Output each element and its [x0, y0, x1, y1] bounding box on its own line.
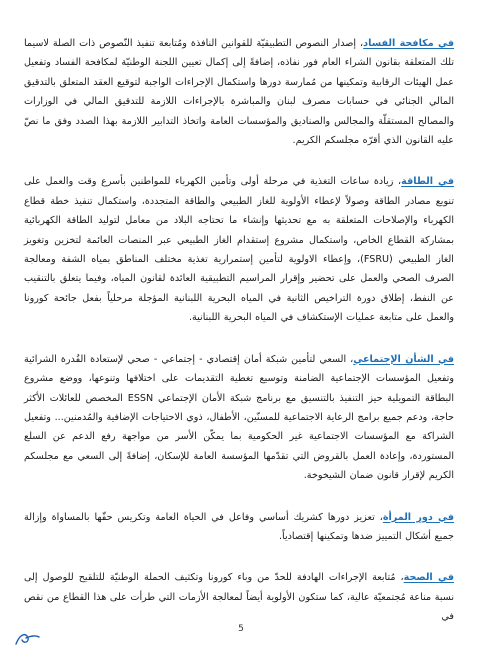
signature-mark — [12, 626, 42, 650]
paragraph-body: ، السعي لتأمين شبكة أمان إقتصادي - إجتماعي - صحي لإستعادة القُدرة الشرائية وتفعيل المؤسسات الإجتماعية الضامنة وتوسيع تغطية التقديمات على اختلافها وتنوعها، ووضع مشروع البطاقة التمويلية حيز التنفيذ بالتنسيق مع برنامج شبكة الأمان الإجتماعي ESSN المخصص للعائلات الأكثر حاجة، ودعم جميع برامج الرعاية الاجتماعية للمسنّين، الأطفال، ذوي الاحتياجات الإضافية والمُدمنين... وتفعيل الشراكة مع المؤسسات الاجتماعية غير الحكومية بما يمكّن الأسر من مواجهة رفع الدعم عن السلع المستوردة، وإعادة العمل بالقروض التي تقدّمها المؤسسة العامة للإسكان، إضافةً إلى السعي مع مجلسكم الكريم لإقرار قانون ضمان الشيخوخة. — [24, 353, 454, 482]
paragraph-anti-corruption — [24, 34, 454, 150]
paragraph-heading: في دور المرأة — [382, 511, 454, 523]
paragraph-women — [24, 508, 454, 547]
paragraph-body: ، مُتابعة الإجراءات الهادفة للحدّ من وباء كورونا وتكثيف الحملة الوطنيّة للتلقيح للوصول إلى نسبة مناعة مُجتمعيّة عالية، كما ستكون الأولوية أيضاً لمعالجة الأزمات التي طرأت على هذا القطاع من نقص في — [24, 572, 454, 623]
paragraph-heading: في مكافحة الفساد — [363, 38, 454, 49]
paragraph-heading: في الصحة — [403, 572, 455, 584]
paragraph-heading: في الطاقة — [401, 176, 454, 188]
paragraph-body: ، إصدار النصوص التطبيقيّة للقوانين النافذة ومُتابعة تنفيذ النّصوص ذات الصلة لاسيما تلك المتعلقة بقانون الشراء العام فور نفاذه، إضافةً إلى إكمال تعيين اللجنة الوطنيّة لمكافحة الفساد وتفعيل عمل الهيئات الرقابية وتمكينها من مُمارسة دورها واستكمال الإجراءات الواجبة لتوقيع العقد المتعلق بالتدقيق المالي الجنائي في حسابات مصرف لبنان والمباشرة بالإجراءات اللازمة للتدقيق المالي في الوزارات والمصالح المستقلّة والمجالس والصناديق والمؤسسات العامة واتخاذ التدابير اللازمة بهذا الصدد وفق ما نصّ عليه القانون الذي أقرّه مجلسكم الكريم. — [24, 38, 454, 147]
paragraph-body: ، زيادة ساعات التغذية في مرحلة أولى وتأمين الكهرباء للمواطنين بأسرع وقت والعمل على تنويع مصادر الطاقة وصولاً لإعطاء الأولوية للغاز الطبيعي والطاقة المتجددة، واستكمال تنفيذ خطة قطاع الكهرباء والإصلاحات المتعلقة به مع تحديثها وإنشاء ما تحتاجه البلاد من معامل لتوليد الطاقة الكهربائية بمشاركة القطاع الخاص، واستكمال مشروع إستقدام الغاز الطبيعي عبر المنصات العائمة لتخزين وتغويز الغاز الطبيعي (FSRU)، وإعطاء الاولوية لتأمين إستمرارية تغذية مختلف المناطق بمياه الشفة ومعالجة الصرف الصحي والعمل على تحضير وإقرار المراسيم التطبيقية العائدة لقانون المياه، وفيما يتعلق بالتنقيب عن النفط، إطلاق دورة التراخيص الثانية في المياه البحرية اللبنانية المؤجلة مرحلياً بفعل جائحة كورونا والعمل على متابعة عمليات الإستكشاف في المياه البحرية اللبنانية. — [24, 176, 454, 324]
paragraph-social — [24, 350, 454, 486]
paragraph-health — [24, 568, 454, 626]
paragraph-heading: في الشأن الإجتماعي — [353, 353, 454, 365]
paragraph-energy — [24, 172, 454, 327]
page-number: 5 — [238, 624, 244, 634]
paragraph-body: ، تعزيز دورها كشريك أساسي وفاعل في الحياة العامة وتكريس حقّها بالمساواة وإزالة جميع أشكال التمييز ضدها وتمكينها إقتصادياً. — [24, 511, 454, 542]
